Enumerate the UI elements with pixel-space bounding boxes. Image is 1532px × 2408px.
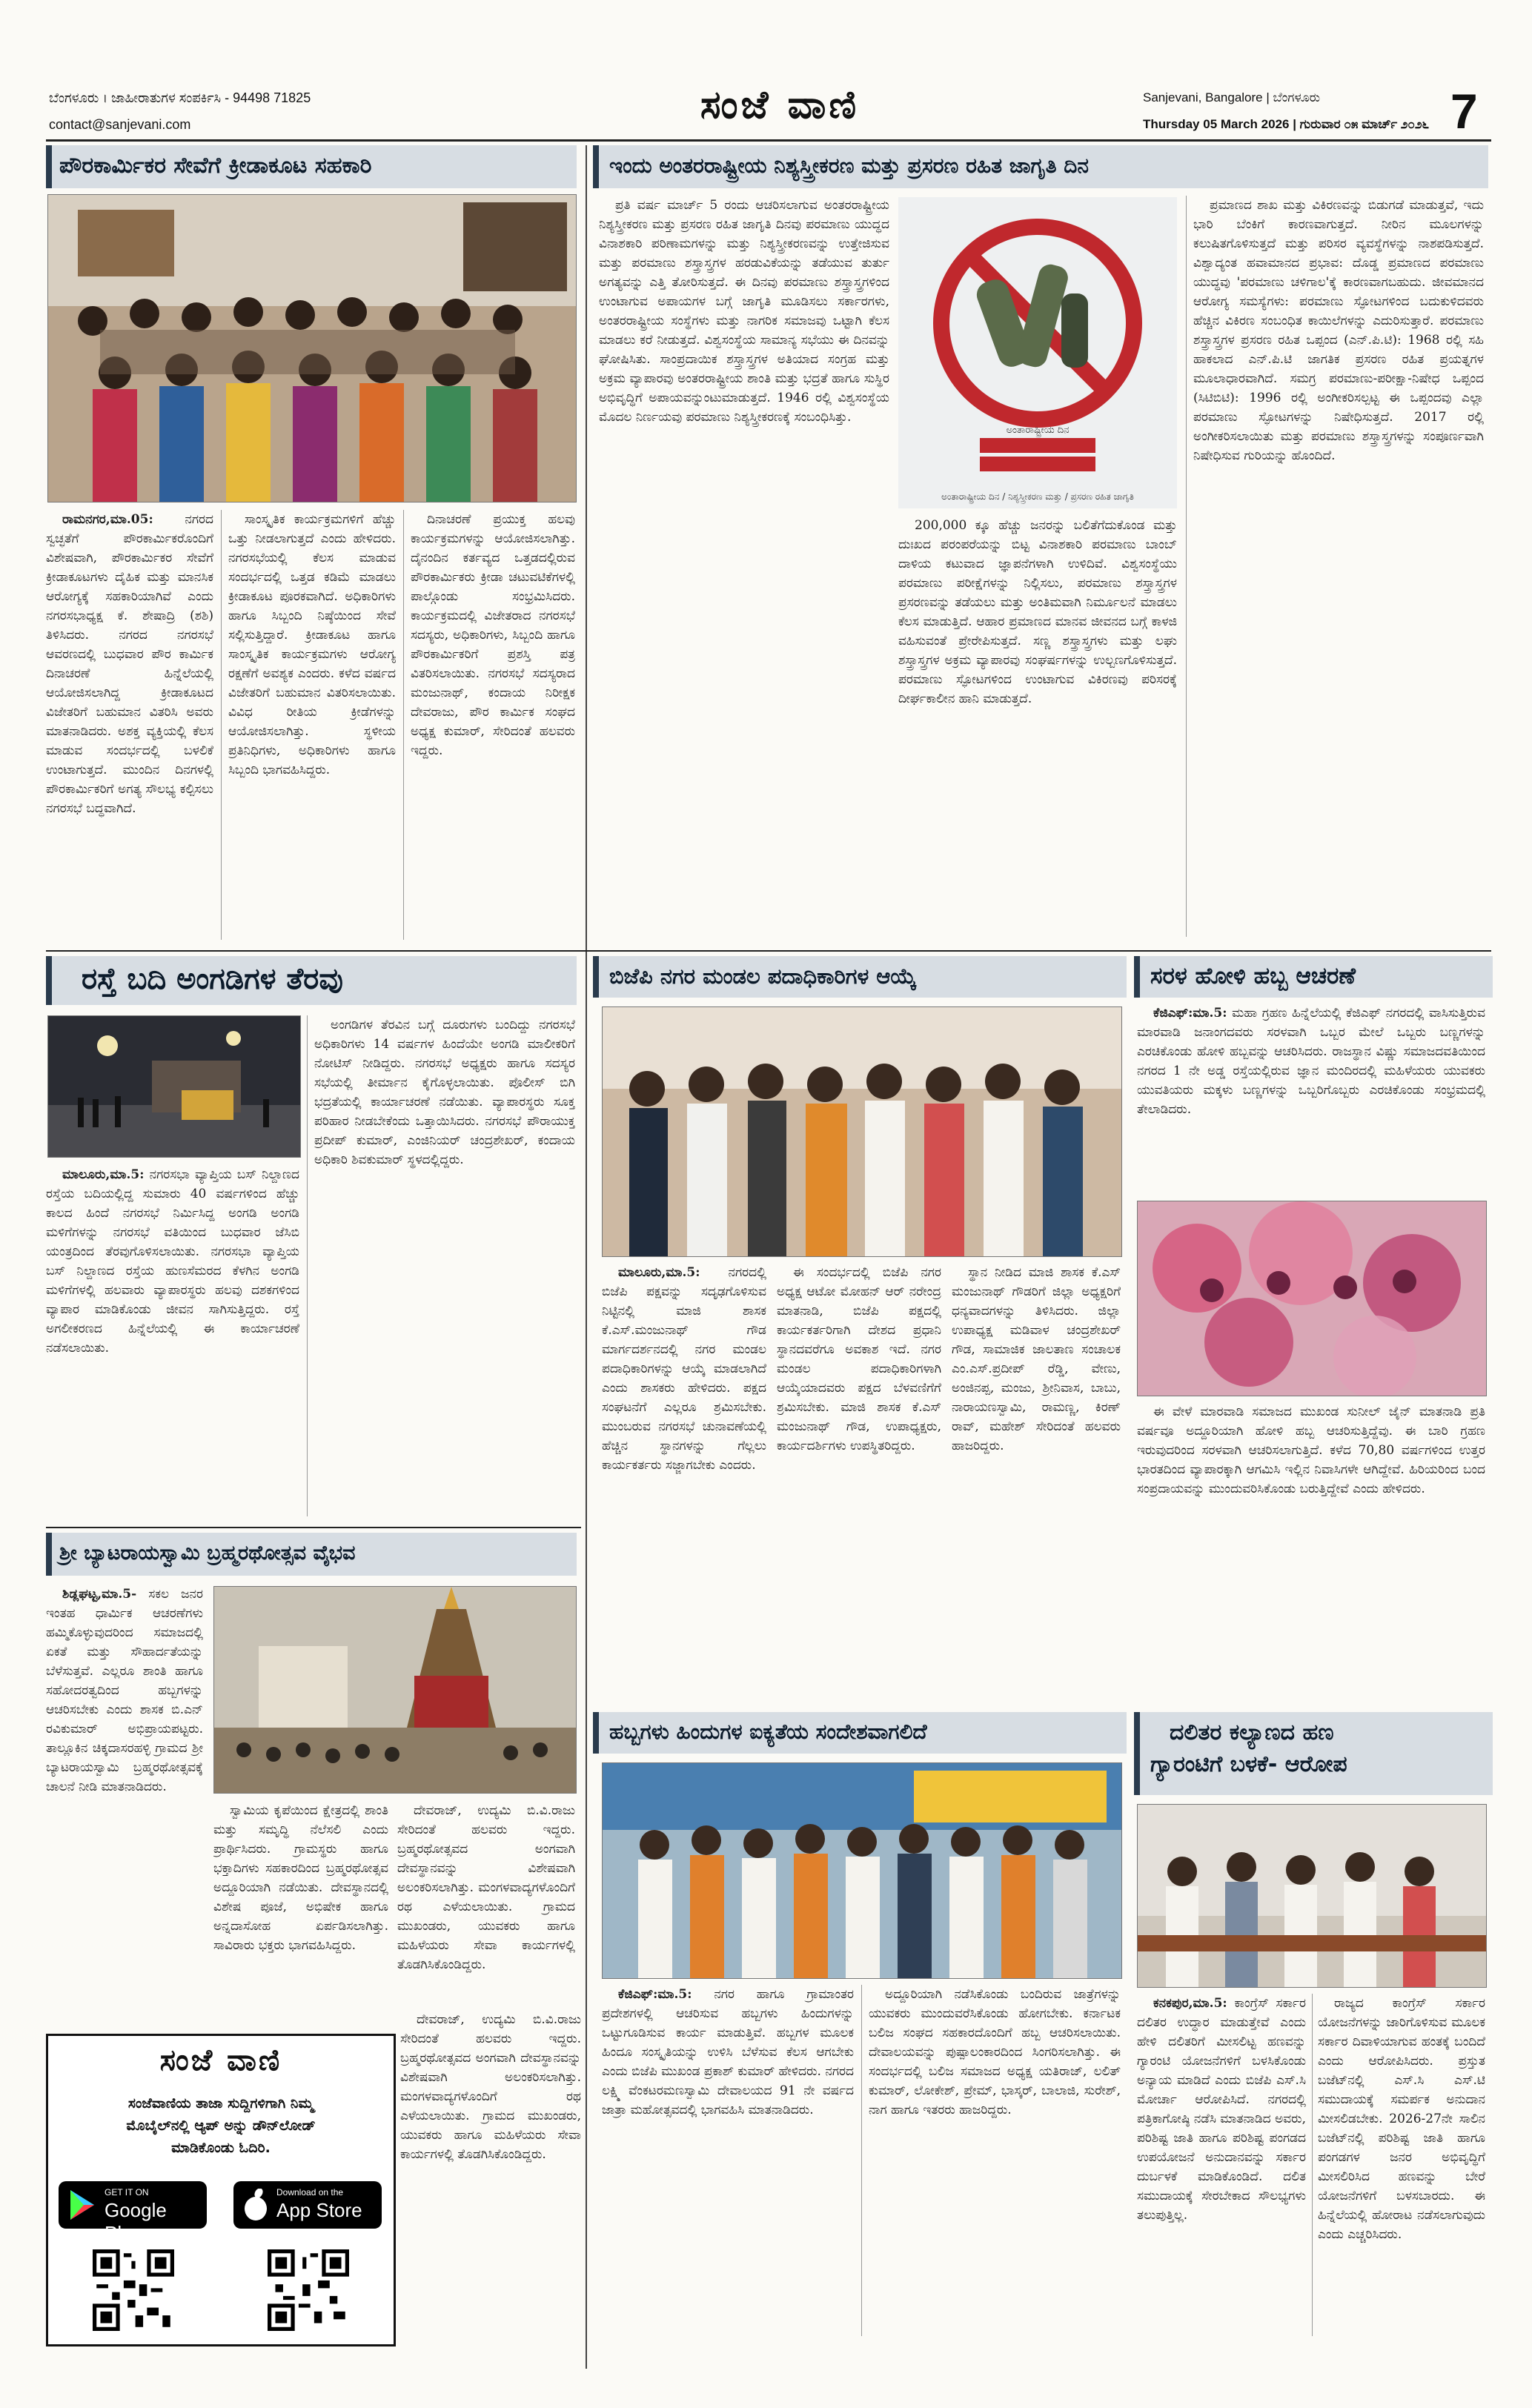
edition-line: Sanjevani, Bangalore | ಬೆಂಗಳೂರು: [1143, 90, 1320, 105]
qr-code-google[interactable]: [93, 2249, 174, 2331]
story5-bottom-body: ಈ ವೇಳೆ ಮಾರವಾಡಿ ಸಮಾಜದ ಮುಖಂಡ ಸುನೀಲ್ ಜೈನ್ ಮಾತನಾಡಿ ಪ್ರತಿ ವರ್ಷವೂ ಅದ್ದೂರಿಯಾಗಿ ಹೋಳಿ ಹಬ್ಬ ಆಚರಿಸುತ್ತಿದ್ದೆವು. ಈ ಬಾರಿ ಗ್ರಹಣ ಇರುವುದರಿಂದ ಸರಳವಾಗಿ ಆಚರಿಸಲಾಗುತ್ತಿದೆ. ಕಳೆದ 70,80 ವರ್ಷಗಳಿಂದ ಉತ್ತರ ಭಾರತದಿಂದ ವ್ಯಾಪಾರಕ್ಕಾಗಿ ಆಗಮಿಸಿ ಇಲ್ಲಿನ ನಿವಾಸಿಗಳೇ ಆಗಿದ್ದೇವೆ. ಹಿರಿಯರಿಂದ ಬಂದ ಸಂಪ್ರದಾಯವನ್ನು ಮುಂದುವರಿಸಿಕೊಂಡು ಬರುತ್ತಿದ್ದೇವೆ ಎಂದು ಹೇಳಿದರು.: [1137, 1404, 1485, 1496]
apple-big-label: App Store: [276, 2199, 362, 2221]
promo-logo: [48, 2043, 394, 2077]
masthead: [46, 83, 1491, 144]
story6-col1-text: ಸಕಲ ಜನರ ಇಂತಹ ಧಾರ್ಮಿಕ ಆಚರಣೆಗಳು ಹಮ್ಮಿಕೊಳ್ಳುವುದರಿಂದ ಸಮಾಜದಲ್ಲಿ ಏಕತೆ ಮತ್ತು ಸೌಹಾರ್ದತೆಯನ್ನು ಬೆಳೆಸುತ್ತವೆ. ಎಲ್ಲರೂ ಶಾಂತಿ ಹಾಗೂ ಸಹೋದರತ್ವದಿಂದ ಹಬ್ಬಗಳನ್ನು ಆಚರಿಸಬೇಕು ಎಂದು ಶಾಸಕ ಬಿ.ಎನ್ ರವಿಕುಮಾರ್ ಅಭಿಪ್ರಾಯಪಟ್ಟರು. ತಾಲ್ಲೂಕಿನ ಚಿಕ್ಕದಾಸರಹಳ್ಳಿ ಗ್ರಾಮದ ಶ್ರೀ ಬ್ಯಾಟರಾಯಸ್ವಾಮಿ ಬ್ರಹ್ಮರಥೋತ್ಸವಕ್ಕೆ ಚಾಲನೆ ನೀಡಿ ಮಾತನಾಡಿದರು.: [46, 1587, 203, 1794]
story1-col-divider-1: [221, 510, 222, 940]
story6-dateline: ಶಿಡ್ಲಘಟ್ಟ,ಮಾ.5-: [62, 1587, 137, 1602]
story8-dateline: ಕನಕಪುರ,ಮಾ.5:: [1153, 1996, 1227, 2011]
story3-photo[interactable]: [47, 1015, 301, 1158]
story4-headline: ಬಿಜೆಪಿ ನಗರ ಮಂಡಲ ಪದಾಧಿಕಾರಿಗಳ ಆಯ್ಕೆ: [609, 963, 917, 989]
story8-headline-band: [1134, 1712, 1493, 1795]
story3-col1-text: ನಗರಸಭಾ ವ್ಯಾಪ್ತಿಯ ಬಸ್ ನಿಲ್ದಾಣದ ರಸ್ತೆಯ ಬದಿಯಲ್ಲಿದ್ದ ಸುಮಾರು 40 ವರ್ಷಗಳಿಂದ ಹೆಚ್ಚು ಕಾಲದ ಹಿಂದೆ ನಗರಸಭೆ ನಿರ್ಮಿಸಿದ್ದ ಅಂಗಡಿ ಅಂಗಡಿ ಮಳಿಗೆಗಳನ್ನು ನಗರಸಭೆ ವತಿಯಿಂದ ಬುಧವಾರ ಜೆಸಿಬಿ ಯಂತ್ರದಿಂದ ತೆರವುಗೊಳಿಸಲಾಯಿತು. ನಗರಸಭಾ ವ್ಯಾಪ್ತಿಯ ಬಸ್ ನಿಲ್ದಾಣದ ರಸ್ತೆಯ ಹುಣಸೆಮರದ ಕೆಳಗಿನ ಅಂಗಡಿ ಮಳಿಗೆಗಳಲ್ಲಿ ಹಲವಾರು ವ್ಯಾಪಾರಸ್ಥರು ಹಲವು ದಶಕಗಳಿಂದ ವ್ಯಾಪಾರ ಮಾಡಿಕೊಂಡು ಜೀವನ ಸಾಗಿಸುತ್ತಿದ್ದರು. ರಸ್ತೆ ಅಗಲೀಕರಣದ ಹಿನ್ನೆಲೆಯಲ್ಲಿ ಈ ಕಾರ್ಯಾಚರಣೆ ನಡೆಸಲಾಯಿತು.: [46, 1167, 299, 1356]
story5-bottom-text: [1137, 1402, 1485, 1703]
story1-col3: [411, 510, 575, 943]
story3-dateline: ಮಾಲೂರು,ಮಾ.5:: [62, 1167, 145, 1182]
story5-top-body: ಮಹಾ ಗ್ರಹಣ ಹಿನ್ನೆಲೆಯಲ್ಲಿ ಕೆಜಿಎಫ್ ನಗರದಲ್ಲಿ ವಾಸಿಸುತ್ತಿರುವ ಮಾರವಾಡಿ ಜನಾಂಗದವರು ಸರಳವಾಗಿ ಒಬ್ಬರ ಮೇಲೆ ಒಬ್ಬರು ಬಣ್ಣಗಳನ್ನು ಎರಚಿಕೊಂಡು ಹೋಳಿ ಹಬ್ಬವನ್ನು ಆಚರಿಸಿದರು. ರಾಜಸ್ಥಾನ ವಿಷ್ಣು ಸಮಾಜದವತಿಯಿಂದ ನಗರದ 1 ನೇ ಅಡ್ಡ ರಸ್ತೆಯಲ್ಲಿರುವ ಜ್ಞಾನ ಮಂದಿರದಲ್ಲಿ ಮಹಿಳೆಯರು ಯುವಕರು ಯುವತಿಯರು ಮಕ್ಕಳು ಬಣ್ಣಗಳನ್ನು ಒಬ್ಬರಿಗೊಬ್ಬರು ಎರಚಿಕೊಂಡು ಸಂಭ್ರಮದಲ್ಲಿ ತೇಲಾಡಿದರು.: [1137, 1006, 1485, 1117]
story6-photo[interactable]: [213, 1586, 577, 1794]
story8-col-divider: [1312, 1994, 1313, 2336]
page-number: 7: [1450, 84, 1478, 139]
group-photo-image: [48, 195, 576, 502]
story-road-shops: [46, 956, 581, 1521]
promo-message: [56, 2092, 386, 2159]
story3-col2-text: ಅಂಗಡಿಗಳ ತೆರವಿನ ಬಗ್ಗೆ ದೂರುಗಳು ಬಂದಿದ್ದು ನಗರಸಭೆ ಅಧಿಕಾರಿಗಳು 14 ವರ್ಷಗಳ ಹಿಂದೆಯೇ ಅಂಗಡಿ ಮಾಲೀಕರಿಗೆ ನೋಟಿಸ್ ನೀಡಿದ್ದರು. ನಗರಸಭೆ ಅಧ್ಯಕ್ಷರು ಹಾಗೂ ಸದಸ್ಯರ ಸಭೆಯಲ್ಲಿ ತೀರ್ಮಾನ ಕೈಗೊಳ್ಳಲಾಯಿತು. ಪೊಲೀಸ್ ಬಿಗಿ ಭದ್ರತೆಯಲ್ಲಿ ಕಾರ್ಯಾಚರಣೆ ನಡೆಯಿತು. ವ್ಯಾಪಾರಸ್ಥರು ಸೂಕ್ತ ಪರಿಹಾರ ನೀಡಬೇಕೆಂದು ಒತ್ತಾಯಿಸಿದರು. ನಗರಸಭೆ ಪೌರಾಯುಕ್ತ ಪ್ರದೀಪ್ ಕುಮಾರ್, ಎಂಜಿನಿಯರ್ ಚಂದ್ರಶೇಖರ್, ಕಂದಾಯ ಅಧಿಕಾರಿ ಶಿವಕುಮಾರ್ ಸ್ಥಳದಲ್ಲಿದ್ದರು.: [314, 1018, 575, 1167]
story4-col3: [952, 1263, 1121, 1703]
story2-illustration[interactable]: [898, 197, 1177, 508]
story4-headline-band: [593, 956, 1127, 998]
story1-col1: [46, 510, 213, 943]
promo-line-1: ಸಂಜೆವಾಣಿಯ ತಾಜಾ ಸುದ್ದಿಗಳಿಗಾಗಿ ನಿಮ್ಮ: [127, 2095, 314, 2112]
story4-col2: [777, 1263, 941, 1703]
story7-col1-text: ನಗರ ಹಾಗೂ ಗ್ರಾಮಾಂತರ ಪ್ರದೇಶಗಳಲ್ಲಿ ಆಚರಿಸುವ ಹಬ್ಬಗಳು ಹಿಂದುಗಳನ್ನು ಒಟ್ಟುಗೂಡಿಸುವ ಕಾರ್ಯ ಮಾಡುತ್ತಿವೆ. ಹಬ್ಬಗಳ ಮೂಲಕ ಹಿಂದೂ ಸಂಸ್ಕೃತಿಯನ್ನು ಉಳಿಸಿ ಬೆಳೆಸುವ ಕೆಲಸ ಆಗಬೇಕು ಎಂದು ಬಿಜೆಪಿ ಮುಖಂಡ ಪ್ರಕಾಶ್ ಕುಮಾರ್ ಹೇಳಿದರು. ನಗರದ ಲಕ್ಷ್ಮಿ ವೆಂಕಟರಮಣಸ್ವಾಮಿ ದೇವಾಲಯದ 91 ನೇ ವರ್ಷದ ಜಾತ್ರಾ ಮಹೋತ್ಸವದಲ್ಲಿ ಭಾಗವಹಿಸಿ ಮಾತನಾಡಿದರು.: [602, 1987, 854, 2117]
story-rathotsava: [46, 1533, 581, 2000]
story-holi: [1134, 956, 1491, 1706]
story5-top-text: [1137, 1004, 1485, 1193]
story4-photo[interactable]: [602, 1006, 1122, 1257]
story6-continuation: [400, 2010, 581, 2336]
contact-email[interactable]: contact@sanjevani.com: [49, 117, 191, 132]
story8-col1: [1137, 1994, 1306, 2339]
story2-col3: [1193, 196, 1484, 937]
svg-text:ಅಂತಾರಾಷ್ಟ್ರೀಯ ದಿನ: ಅಂತಾರಾಷ್ಟ್ರೀಯ ದಿನ: [1006, 425, 1070, 436]
story7-headline-band: [593, 1712, 1127, 1754]
app-store-button[interactable]: [233, 2181, 382, 2229]
story3-col1: [46, 1165, 299, 1519]
story8-col2: [1318, 1994, 1485, 2339]
demolition-night-image: [48, 1016, 300, 1157]
date-line: Thursday 05 March 2026 | ಗುರುವಾರ ೦೫ ಮಾರ್ಚ್ ೨೦೨೬: [1143, 117, 1429, 131]
story2-col3-text: ಪ್ರಮಾಣದ ಶಾಖ ಮತ್ತು ವಿಕಿರಣವನ್ನು ಬಿಡುಗಡೆ ಮಾಡುತ್ತವೆ, ಇದು ಭಾರಿ ಬೆಂಕಿಗೆ ಕಾರಣವಾಗುತ್ತದೆ. ನೀರಿನ ಮೂಲಗಳನ್ನು ಕಲುಷಿತಗೊಳಿಸುತ್ತದೆ ಮತ್ತು ಪರಿಸರ ವ್ಯವಸ್ಥೆಗಳನ್ನು ನಾಶಪಡಿಸುತ್ತದೆ. ವಿಶ್ವಾದ್ಯಂತ ಹವಾಮಾನದ ಪ್ರಭಾವ: ದೊಡ್ಡ ಪ್ರಮಾಣದ ಪರಮಾಣು ಯುದ್ಧವು 'ಪರಮಾಣು ಚಳಿಗಾಲ'ಕ್ಕೆ ಕಾರಣವಾಗಬಹುದು. ಜೀವಮಾನದ ಆರೋಗ್ಯ ಸಮಸ್ಯೆಗಳು: ಪರಮಾಣು ಸ್ಫೋಟಗಳಿಂದ ಬದುಕುಳಿದವರು ಹೆಚ್ಚಿನ ವಿಕಿರಣ ಸಂಬಂಧಿತ ಕಾಯಿಲೆಗಳನ್ನು ಎದುರಿಸುತ್ತಾರೆ. ಪರಮಾಣು ಶಸ್ತ್ರಾಸ್ತ್ರಗಳ ಪ್ರಸರಣ ರಹಿತ ಒಪ್ಪಂದ (ಎನ್.ಪಿ.ಟಿ): 1968 ರಲ್ಲಿ ಸಹಿ ಹಾಕಲಾದ ಎನ್.ಪಿ.ಟಿ ಜಾಗತಿಕ ಪ್ರಸರಣ ರಹಿತ ಪ್ರಯತ್ನಗಳ ಮೂಲಾಧಾರವಾಗಿದೆ. ಸಮಗ್ರ ಪರಮಾಣು-ಪರೀಕ್ಷಾ-ನಿಷೇಧ ಒಪ್ಪಂದ (ಸಿಟಿಬಿಟಿ): 1996 ರಲ್ಲಿ ಅಂಗೀಕರಿಸಲ್ಪಟ್ಟ ಈ ಒಪ್ಪಂದವು ಎಲ್ಲಾ ಪರಮಾಣು ಸ್ಫೋಟಗಳನ್ನು ನಿಷೇಧಿಸುತ್ತದೆ. 2017 ರಲ್ಲಿ ಅಂಗೀಕರಿಸಲಾಯಿತು ಮತ್ತು ಪರಮಾಣು ಶಸ್ತ್ರಾಸ್ತ್ರಗಳನ್ನು ಸಂಪೂರ್ಣವಾಗಿ ನಿಷೇಧಿಸುವ ಗುರಿಯನ್ನು ಹೊಂದಿದೆ.: [1193, 198, 1484, 463]
story8-headline-2: ಗ್ಯಾರಂಟಿಗೆ ಬಳಕೆ- ಆರೋಪ: [1150, 1751, 1347, 1777]
story6-col2-text: ಸ್ವಾಮಿಯ ಕೃಪೆಯಿಂದ ಕ್ಷೇತ್ರದಲ್ಲಿ ಶಾಂತಿ ಮತ್ತು ಸಮೃದ್ಧಿ ನೆಲೆಸಲಿ ಎಂದು ಪ್ರಾರ್ಥಿಸಿದರು. ಗ್ರಾಮಸ್ಥರು ಹಾಗೂ ಭಕ್ತಾದಿಗಳು ಸಹಕಾರದಿಂದ ಬ್ರಹ್ಮರಥೋತ್ಸವ ಅದ್ದೂರಿಯಾಗಿ ನಡೆಯಿತು. ದೇವಸ್ಥಾನದಲ್ಲಿ ವಿಶೇಷ ಪೂಜೆ, ಅಭಿಷೇಕ ಹಾಗೂ ಅನ್ನದಾಸೋಹ ಏರ್ಪಡಿಸಲಾಗಿತ್ತು. ಸಾವಿರಾರು ಭಕ್ತರು ಭಾಗವಹಿಸಿದ್ದರು.: [213, 1803, 388, 1953]
story3-col2: [314, 1015, 575, 1518]
story8-photo[interactable]: [1137, 1804, 1487, 1988]
masthead-logo[interactable]: [624, 83, 935, 130]
holi-colors-image: [1138, 1201, 1486, 1396]
bjp-group-image: [603, 1007, 1121, 1256]
apple-icon: [242, 2189, 269, 2221]
story7-col-divider: [861, 1985, 862, 2336]
story-bjp-mandal: [593, 956, 1128, 1706]
promo-line-2: ಮೊಬೈಲ್‌ನಲ್ಲಿ ಆ್ಯಪ್ ಅನ್ನು ಡೌನ್‌ಲೋಡ್: [126, 2117, 316, 2134]
story2-col1-text: ಪ್ರತಿ ವರ್ಷ ಮಾರ್ಚ್ 5 ರಂದು ಆಚರಿಸಲಾಗುವ ಅಂತರರಾಷ್ಟ್ರೀಯ ನಿಶ್ಯಸ್ತ್ರೀಕರಣ ಮತ್ತು ಪ್ರಸರಣ ರಹಿತ ಜಾಗೃತಿ ದಿನವು ಪರಮಾಣು ಯುದ್ಧದ ವಿನಾಶಕಾರಿ ಪರಿಣಾಮಗಳನ್ನು ಮತ್ತು ನಿಶ್ಯಸ್ತ್ರೀಕರಣವನ್ನು ಉತ್ತೇಜಿಸುವ ಮತ್ತು ಪರಮಾಣು ಶಸ್ತ್ರಾಸ್ತ್ರಗಳ ಹರಡುವಿಕೆಯನ್ನು ತಡೆಯುವ ತುರ್ತು ಅಗತ್ಯವನ್ನು ಎತ್ತಿ ತೋರಿಸುತ್ತದೆ. ಈ ದಿನವು ಪರಮಾಣು ಶಸ್ತ್ರಾಸ್ತ್ರಗಳಿಂದ ಉಂಟಾಗುವ ಅಪಾಯಗಳ ಬಗ್ಗೆ ಜಾಗೃತಿ ಮೂಡಿಸಲು ಸರ್ಕಾರಗಳು, ಅಂತರರಾಷ್ಟ್ರೀಯ ಸಂಸ್ಥೆಗಳು ಮತ್ತು ನಾಗರಿಕ ಸಮಾಜವು ಒಟ್ಟಾಗಿ ಕೆಲಸ ಮಾಡಲು ಕರೆ ನೀಡುತ್ತದೆ. ವಿಶ್ವಸಂಸ್ಥೆಯ ಸಾಮಾನ್ಯ ಸಭೆಯು ಈ ದಿನವನ್ನು ಘೋಷಿಸಿತು. ಸಾಂಪ್ರದಾಯಿಕ ಶಸ್ತ್ರಾಸ್ತ್ರಗಳ ಅತಿಯಾದ ಸಂಗ್ರಹ ಮತ್ತು ಅಕ್ರಮ ವ್ಯಾಪಾರವು ಅಂತರರಾಷ್ಟ್ರೀಯ ಶಾಂತಿ ಮತ್ತು ಭದ್ರತೆ ಹಾಗೂ ಸುಸ್ಥಿರ ಅಭಿವೃದ್ಧಿಗೆ ಅಪಾಯವನ್ನುಂಟುಮಾಡುತ್ತದೆ. 1946 ರಲ್ಲಿ ವಿಶ್ವಸಂಸ್ಥೆಯ ಮೊದಲ ನಿರ್ಣಯವು ಪರಮಾಣು ನಿಶ್ಯಸ್ತ್ರೀಕರಣಕ್ಕೆ ಸಂಬಂಧಿಸಿತ್ತು.: [599, 198, 889, 425]
story1-col3-text: ದಿನಾಚರಣೆ ಪ್ರಯುಕ್ತ ಹಲವು ಕಾರ್ಯಕ್ರಮಗಳನ್ನು ಆಯೋಜಿಸಲಾಗಿತ್ತು. ದೈನಂದಿನ ಕರ್ತವ್ಯದ ಒತ್ತಡದಲ್ಲಿರುವ ಪೌರಕಾರ್ಮಿಕರು ಕ್ರೀಡಾ ಚಟುವಟಿಕೆಗಳಲ್ಲಿ ಪಾಲ್ಗೊಂಡು ಸಂಭ್ರಮಿಸಿದರು. ಕಾರ್ಯಕ್ರಮದಲ್ಲಿ ವಿಜೇತರಾದ ನಗರಸಭೆ ಸದಸ್ಯರು, ಅಧಿಕಾರಿಗಳು, ಸಿಬ್ಬಂದಿ ಹಾಗೂ ಪೌರಕಾರ್ಮಿಕರಿಗೆ ಪ್ರಶಸ್ತಿ ಪತ್ರ ವಿತರಿಸಲಾಯಿತು. ನಗರಸಭೆ ಸದಸ್ಯರಾದ ಮಂಜುನಾಥ್, ಕಂದಾಯ ನಿರೀಕ್ಷಕ ದೇವರಾಜು, ಪೌರ ಕಾರ್ಮಿಕ ಸಂಘದ ಅಧ್ಯಕ್ಷ ಕುಮಾರ್, ಸೇರಿದಂತೆ ಹಲವರು ಇದ್ದರು.: [411, 512, 575, 758]
story1-col1-text: ನಗರದ ಸ್ವಚ್ಛತೆಗೆ ಪೌರಕಾರ್ಮಿಕರೊಂದಿಗೆ ವಿಶೇಷವಾಗಿ, ಪೌರಕಾರ್ಮಿಕರ ಸೇವೆಗೆ ಕ್ರೀಡಾಕೂಟಗಳು ದೈಹಿಕ ಮತ್ತು ಮಾನಸಿಕ ಆರೋಗ್ಯಕ್ಕೆ ಸಹಕಾರಿಯಾಗಿವೆ ಎಂದು ನಗರಸಭಾಧ್ಯಕ್ಷ ಕೆ. ಶೇಷಾದ್ರಿ (ಶಶಿ) ತಿಳಿಸಿದರು. ನಗರದ ನಗರಸಭೆ ಆವರಣದಲ್ಲಿ ಬುಧವಾರ ಪೌರ ಕಾರ್ಮಿಕ ದಿನಾಚರಣೆ ಹಿನ್ನೆಲೆಯಲ್ಲಿ ಆಯೋಜಿಸಲಾಗಿದ್ದ ಕ್ರೀಡಾಕೂಟದ ವಿಜೇತರಿಗೆ ಬಹುಮಾನ ವಿತರಿಸಿ ಅವರು ಮಾತನಾಡಿದರು. ಅಶಕ್ತ ವ್ಯಕ್ತಿಯಲ್ಲಿ ಕೆಲಸ ಮಾಡುವ ಸಂದರ್ಭದಲ್ಲಿ ಬಳಲಿಕೆ ಉಂಟಾಗುತ್ತದೆ. ಮುಂದಿನ ದಿನಗಳಲ್ಲಿ ಪೌರಕಾರ್ಮಿಕರಿಗೆ ಅಗತ್ಯ ಸೌಲಭ್ಯ ಕಲ್ಪಿಸಲು ನಗರಸಭೆ ಬದ್ಧವಾಗಿದೆ.: [46, 512, 213, 816]
story8-col1-text: ಕಾಂಗ್ರೆಸ್ ಸರ್ಕಾರ ದಲಿತರ ಉದ್ಧಾರ ಮಾಡುತ್ತೇವೆ ಎಂದು ಹೇಳಿ ದಲಿತರಿಗೆ ಮೀಸಲಿಟ್ಟ ಹಣವನ್ನು ಗ್ಯಾರಂಟಿ ಯೋಜನೆಗಳಿಗೆ ಬಳಸಿಕೊಂಡು ಅನ್ಯಾಯ ಮಾಡಿದೆ ಎಂದು ಬಿಜೆಪಿ ಎಸ್.ಸಿ ಮೋರ್ಚಾ ಆರೋಪಿಸಿದೆ. ನಗರದಲ್ಲಿ ಪತ್ರಿಕಾಗೋಷ್ಠಿ ನಡೆಸಿ ಮಾತನಾಡಿದ ಅವರು, ಪರಿಶಿಷ್ಟ ಜಾತಿ ಹಾಗೂ ಪರಿಶಿಷ್ಟ ಪಂಗಡದ ಉಪಯೋಜನೆ ಅನುದಾನವನ್ನು ಸರ್ಕಾರ ದುರ್ಬಳಕೆ ಮಾಡಿಕೊಂಡಿದೆ. ದಲಿತ ಸಮುದಾಯಕ್ಕೆ ಸೇರಬೇಕಾದ ಸೌಲಭ್ಯಗಳು ತಲುಪುತ್ತಿಲ್ಲ.: [1137, 1996, 1306, 2223]
promo-logo-text: ಸಂಜೆ ವಾಣಿ: [159, 2043, 282, 2077]
story2-col2: [898, 516, 1177, 938]
story7-photo[interactable]: [602, 1762, 1122, 1979]
story6-continuation-text: ದೇವರಾಜ್, ಉದ್ಯಮಿ ಬಿ.ವಿ.ರಾಜು ಸೇರಿದಂತೆ ಹಲವರು ಇದ್ದರು. ಬ್ರಹ್ಮರಥೋತ್ಸವದ ಅಂಗವಾಗಿ ದೇವಸ್ಥಾನವನ್ನು ವಿಶೇಷವಾಗಿ ಅಲಂಕರಿಸಲಾಗಿತ್ತು. ಮಂಗಳವಾದ್ಯಗಳೊಂದಿಗೆ ರಥ ಎಳೆಯಲಾಯಿತು. ಗ್ರಾಮದ ಮುಖಂಡರು, ಯುವಕರು ಹಾಗೂ ಮಹಿಳೆಯರು ಸೇವಾ ಕಾರ್ಯಗಳಲ್ಲಿ ತೊಡಗಿಸಿಕೊಂಡಿದ್ದರು.: [400, 2012, 581, 2162]
story4-col1-text: ನಗರದಲ್ಲಿ ಬಿಜೆಪಿ ಪಕ್ಷವನ್ನು ಸದೃಢಗೊಳಿಸುವ ನಿಟ್ಟಿನಲ್ಲಿ ಮಾಜಿ ಶಾಸಕ ಕೆ.ಎಸ್.ಮಂಜುನಾಥ್ ಗೌಡ ಮಾರ್ಗದರ್ಶನದಲ್ಲಿ ನಗರ ಮಂಡಲ ಪದಾಧಿಕಾರಿಗಳನ್ನು ಆಯ್ಕೆ ಮಾಡಲಾಗಿದೆ ಎಂದು ಶಾಸಕರು ಹೇಳಿದರು. ಪಕ್ಷದ ಸಂಘಟನೆಗೆ ಎಲ್ಲರೂ ಶ್ರಮಿಸಬೇಕು. ಮುಂಬರುವ ನಗರಸಭೆ ಚುನಾವಣೆಯಲ್ಲಿ ಹೆಚ್ಚಿನ ಸ್ಥಾನಗಳನ್ನು ಗೆಲ್ಲಲು ಕಾರ್ಯಕರ್ತರು ಸಜ್ಜಾಗಬೇಕು ಎಂದರು.: [602, 1265, 766, 1473]
story4-dateline: ಮಾಲೂರು,ಮಾ.5:: [618, 1265, 700, 1280]
story6-col2: [213, 1801, 388, 1997]
story-pourakarmika: [46, 145, 581, 946]
story6-headline: ಶ್ರೀ ಬ್ಯಾಟರಾಯಸ್ವಾಮಿ ಬ್ರಹ್ಮರಥೋತ್ಸವ ವೈಭವ: [59, 1542, 356, 1565]
story7-dateline: ಕೆಜಿಎಫ್:ಮಾ.5:: [618, 1987, 692, 2002]
page-vertical-rule: [586, 145, 587, 2369]
chariot-festival-image: [214, 1587, 576, 1793]
story1-headline-band: [46, 145, 577, 188]
google-small-label: GET IT ON: [105, 2187, 149, 2198]
story5-headline-band: [1134, 956, 1493, 998]
festival-group-image: [603, 1763, 1121, 1978]
story2-col2-text: 200,000 ಕ್ಕೂ ಹೆಚ್ಚು ಜನರನ್ನು ಬಲಿತೆಗೆದುಕೊಂಡ ಮತ್ತು ದುಃಖದ ಪರಂಪರೆಯನ್ನು ಬಿಟ್ಟ ವಿನಾಶಕಾರಿ ಪರಮಾಣು ಬಾಂಬ್ ದಾಳಿಯ ಕಟುವಾದ ಜ್ಞಾಪನೆಗಳಾಗಿ ಉಳಿದಿವೆ. ವಿಶ್ವಸಂಸ್ಥೆಯು ಪರಮಾಣು ಪರೀಕ್ಷೆಗಳನ್ನು ನಿಲ್ಲಿಸಲು, ಪರಮಾಣು ಶಸ್ತ್ರಾಸ್ತ್ರಗಳ ಪ್ರಸರಣವನ್ನು ತಡೆಯಲು ಮತ್ತು ಅಂತಿಮವಾಗಿ ನಿರ್ಮೂಲನೆ ಮಾಡಲು ಕೆಲಸ ಮಾಡುತ್ತಿದೆ. ಆಹಾರ ಪ್ರಮಾಣದ ಮಾನವ ಜೀವನದ ಬಗ್ಗೆ ಕಾಳಜಿ ವಹಿಸುವಂತೆ ಪ್ರೇರೇಪಿಸುತ್ತದೆ. ಸಣ್ಣ ಶಸ್ತ್ರಾಸ್ತ್ರಗಳು ಮತ್ತು ಲಘು ಶಸ್ತ್ರಾಸ್ತ್ರಗಳ ಅಕ್ರಮ ವ್ಯಾಪಾರವು ಸಂಘರ್ಷಗಳನ್ನು ಉಲ್ಬಣಗೊಳಿಸುತ್ತದೆ. ಪರಮಾಣು ಸ್ಫೋಟಗಳಿಂದ ಉಂಟಾಗುವ ವಿಕಿರಣವು ಪರಿಸರಕ್ಕೆ ದೀರ್ಘಕಾಲೀನ ಹಾನಿ ಮಾಡುತ್ತದೆ.: [898, 518, 1177, 706]
illustration-caption: ಅಂತಾರಾಷ್ಟ್ರೀಯ ದಿನ / ನಿಶ್ಯಸ್ತ್ರೀಕರಣ ಮತ್ತು / ಪ್ರಸರಣ ರಹಿತ ಜಾಗೃತಿ: [941, 491, 1134, 502]
story2-headline: ಇಂದು ಅಂತರರಾಷ್ಟ್ರೀಯ ನಿಶ್ಯಸ್ತ್ರೀಕರಣ ಮತ್ತು ಪ್ರಸರಣ ರಹಿತ ಜಾಗೃತಿ ದಿನ: [609, 153, 1089, 178]
press-meet-image: [1138, 1805, 1486, 1987]
story3-headline-band: [46, 956, 577, 1005]
story2-col1: [599, 196, 889, 937]
story7-col1: [602, 1985, 854, 2339]
story7-col2: [869, 1985, 1121, 2339]
story2-col-divider: [1186, 196, 1187, 937]
story-disarmament: [593, 145, 1491, 946]
masthead-rule: [46, 139, 1491, 142]
google-play-button[interactable]: [59, 2181, 207, 2244]
qr-code-apple[interactable]: [268, 2249, 349, 2331]
story1-col-divider-2: [403, 510, 404, 940]
promo-line-3: ಮಾಡಿಕೊಂಡು ಓದಿರಿ.: [171, 2140, 271, 2156]
story4-col2-text: ಈ ಸಂದರ್ಭದಲ್ಲಿ ಬಿಜೆಪಿ ನಗರ ಅಧ್ಯಕ್ಷ ಆಟೋ ಮೋಹನ್ ಆರ್ ನರೇಂದ್ರ ಮಾತನಾಡಿ, ಬಿಜೆಪಿ ಪಕ್ಷದಲ್ಲಿ ಕಾರ್ಯಕರ್ತರಿಗಾಗಿ ದೇಶದ ಪ್ರಧಾನಿ ಸ್ಥಾನದವರೆಗೂ ಅವಕಾಶ ಇದೆ. ನಗರ ಮಂಡಲ ಪದಾಧಿಕಾರಿಗಳಾಗಿ ಆಯ್ಕೆಯಾದವರು ಪಕ್ಷದ ಬೆಳವಣಿಗೆಗೆ ಶ್ರಮಿಸಬೇಕು. ಮಾಜಿ ಶಾಸಕ ಕೆ.ಎಸ್ ಮಂಜುನಾಥ್ ಗೌಡ, ಉಪಾಧ್ಯಕ್ಷರು, ಕಾರ್ಯದರ್ಶಿಗಳು ಉಪಸ್ಥಿತರಿದ್ದರು.: [777, 1265, 941, 1453]
story-festivals: [593, 1712, 1128, 2342]
story4-col3-text: ಸ್ಥಾನ ನೀಡಿದ ಮಾಜಿ ಶಾಸಕ ಕೆ.ಎಸ್ ಮಂಜುನಾಥ್ ಗೌಡರಿಗೆ ಜಿಲ್ಲಾ ಅಧ್ಯಕ್ಷರಿಗೆ ಧನ್ಯವಾದಗಳನ್ನು ತಿಳಿಸಿದರು. ಜಿಲ್ಲಾ ಉಪಾಧ್ಯಕ್ಷ ಮಡಿವಾಳ ಚಂದ್ರಶೇಖರ್ ಗೌಡ, ಸಾಮಾಜಿಕ ಜಾಲತಾಣ ಸಂಚಾಲಕ ಎಂ.ಎಸ್.ಪ್ರದೀಪ್ ರೆಡ್ಡಿ, ವೇಣು, ಅಂಜಿನಪ್ಪ, ಮಂಜು, ಶ್ರೀನಿವಾಸ, ಬಾಬು, ನಾರಾಯಣಸ್ವಾಮಿ, ರಾಮಣ್ಣ, ಕಿರಣ್ ರಾವ್, ಮಹೇಶ್ ಸೇರಿದಂತೆ ಹಲವರು ಹಾಜರಿದ್ದರು.: [952, 1265, 1121, 1453]
story6-col1: [46, 1585, 203, 1997]
story8-headline-1: ದಲಿತರ ಕಲ್ಯಾಣದ ಹಣ: [1170, 1719, 1334, 1745]
story5-dateline: ಕೆಜಿಎಫ್:ಮಾ.5:: [1153, 1006, 1227, 1021]
contact-line: ಬೆಂಗಳೂರು । ಜಾಹೀರಾತುಗಳ ಸಂಪರ್ಕಿಸಿ - 94498 71825: [49, 90, 311, 105]
story8-col2-text: ರಾಜ್ಯದ ಕಾಂಗ್ರೆಸ್ ಸರ್ಕಾರ ಯೋಜನೆಗಳನ್ನು ಜಾರಿಗೊಳಿಸುವ ಮೂಲಕ ಸರ್ಕಾರ ದಿವಾಳಿಯಾಗುವ ಹಂತಕ್ಕೆ ಬಂದಿದೆ ಎಂದು ಆರೋಪಿಸಿದರು. ಪ್ರಸ್ತುತ ಬಜೆಟ್‌ನಲ್ಲಿ ಎಸ್.ಸಿ ಎಸ್.ಟಿ ಸಮುದಾಯಕ್ಕೆ ಸಮರ್ಪಕ ಅನುದಾನ ಮೀಸಲಿಡಬೇಕು. 2026-27ನೇ ಸಾಲಿನ ಬಜೆಟ್‌ನಲ್ಲಿ ಪರಿಶಿಷ್ಟ ಜಾತಿ ಹಾಗೂ ಪಂಗಡಗಳ ಜನರ ಅಭಿವೃದ್ಧಿಗೆ ಮೀಸಲಿರಿಸಿದ ಹಣವನ್ನು ಬೇರೆ ಯೋಜನೆಗಳಿಗೆ ಬಳಸಬಾರದು. ಈ ಹಿನ್ನೆಲೆಯಲ್ಲಿ ಹೋರಾಟ ನಡೆಸಲಾಗುವುದು ಎಂದು ಎಚ್ಚರಿಸಿದರು.: [1318, 1996, 1485, 2242]
no-weapons-graphic: [898, 197, 1177, 508]
story3-headline: ರಸ್ತೆ ಬದಿ ಅಂಗಡಿಗಳ ತೆರವು: [82, 962, 343, 996]
story-dalit-funds: [1134, 1712, 1491, 2342]
story6-col3-text: ದೇವರಾಜ್, ಉದ್ಯಮಿ ಬಿ.ವಿ.ರಾಜು ಸೇರಿದಂತೆ ಹಲವರು ಇದ್ದರು. ಬ್ರಹ್ಮರಥೋತ್ಸವದ ಅಂಗವಾಗಿ ದೇವಸ್ಥಾನವನ್ನು ವಿಶೇಷವಾಗಿ ಅಲಂಕರಿಸಲಾಗಿತ್ತು. ಮಂಗಳವಾದ್ಯಗಳೊಂದಿಗೆ ರಥ ಎಳೆಯಲಾಯಿತು. ಗ್ರಾಮದ ಮುಖಂಡರು, ಯುವಕರು ಹಾಗೂ ಮಹಿಳೆಯರು ಸೇವಾ ಕಾರ್ಯಗಳಲ್ಲಿ ತೊಡಗಿಸಿಕೊಂಡಿದ್ದರು.: [397, 1803, 575, 1972]
section-rule-2: [46, 1527, 581, 1528]
google-play-icon: [67, 2189, 97, 2221]
logo-text: ಸಂಜೆ ವಾಣಿ: [700, 83, 860, 127]
story1-col2: [228, 510, 396, 943]
story6-col3: [397, 1801, 575, 1997]
story1-headline: ಪೌರಕಾರ್ಮಿಕರ ಸೇವೆಗೆ ಕ್ರೀಡಾಕೂಟ ಸಹಕಾರಿ: [59, 153, 372, 179]
story1-dateline: ರಾಮನಗರ,ಮಾ.05:: [62, 512, 153, 527]
apple-small-label: Download on the: [276, 2187, 344, 2198]
app-promo-box: [46, 2034, 396, 2346]
google-big-label: Google Play: [105, 2199, 167, 2244]
section-rule-1: [46, 950, 1491, 952]
story5-photo[interactable]: [1137, 1201, 1487, 1396]
story3-col-divider: [307, 1015, 308, 1516]
story6-headline-band: [46, 1533, 577, 1576]
story4-col1: [602, 1263, 766, 1703]
story5-headline: ಸರಳ ಹೋಳಿ ಹಬ್ಬ ಆಚರಣೆ: [1150, 963, 1356, 989]
story7-headline: ಹಬ್ಬಗಳು ಹಿಂದುಗಳ ಐಕ್ಯತೆಯ ಸಂದೇಶವಾಗಲಿದೆ: [609, 1719, 927, 1744]
story7-col2-text: ಅದ್ದೂರಿಯಾಗಿ ನಡೆಸಿಕೊಂಡು ಬಂದಿರುವ ಜಾತ್ರೆಗಳನ್ನು ಯುವಕರು ಮುಂದುವರೆಸಿಕೊಂಡು ಹೋಗಬೇಕು. ಕರ್ನಾಟಕ ಬಲಿಜ ಸಂಘದ ಸಹಕಾರದೊಂದಿಗೆ ಹಬ್ಬ ಆಚರಿಸಲಾಯಿತು. ದೇವಾಲಯವನ್ನು ಪುಷ್ಪಾಲಂಕಾರದಿಂದ ಸಿಂಗರಿಸಲಾಗಿತ್ತು. ಈ ಸಂದರ್ಭದಲ್ಲಿ ಬಲಿಜ ಸಮಾಜದ ಅಧ್ಯಕ್ಷ ಯತಿರಾಜ್, ಲಲಿತ್ ಕುಮಾರ್, ಲೋಕೇಶ್, ಪ್ರೇಮ್, ಭಾಸ್ಕರ್, ಬಾಲಾಜಿ, ಸುರೇಶ್, ನಾಗ ಹಾಗೂ ಇತರರು ಹಾಜರಿದ್ದರು.: [869, 1987, 1121, 2117]
story1-photo[interactable]: [47, 194, 577, 503]
story1-col2-text: ಸಾಂಸ್ಕೃತಿಕ ಕಾರ್ಯಕ್ರಮಗಳಿಗೆ ಹೆಚ್ಚು ಒತ್ತು ನೀಡಲಾಗುತ್ತದೆ ಎಂದು ಹೇಳಿದರು. ನಗರಸಭೆಯಲ್ಲಿ ಕೆಲಸ ಮಾಡುವ ಸಂದರ್ಭದಲ್ಲಿ ಒತ್ತಡ ಕಡಿಮೆ ಮಾಡಲು ಕ್ರೀಡಾಕೂಟ ಪೂರಕವಾಗಿದೆ. ಅಧಿಕಾರಿಗಳು ಹಾಗೂ ಸಿಬ್ಬಂದಿ ನಿಷ್ಠೆಯಿಂದ ಸೇವೆ ಸಲ್ಲಿಸುತ್ತಿದ್ದಾರೆ. ಕ್ರೀಡಾಕೂಟ ಹಾಗೂ ಸಾಂಸ್ಕೃತಿಕ ಕಾರ್ಯಕ್ರಮಗಳು ಆರೋಗ್ಯ ರಕ್ಷಣೆಗೆ ಅವಶ್ಯಕ ಎಂದರು. ಕಳೆದ ವರ್ಷದ ವಿಜೇತರಿಗೆ ಬಹುಮಾನ ವಿತರಿಸಲಾಯಿತು. ವಿವಿಧ ರೀತಿಯ ಕ್ರೀಡೆಗಳನ್ನು ಆಯೋಜಿಸಲಾಗಿತ್ತು. ಸ್ಥಳೀಯ ಪ್ರತಿನಿಧಿಗಳು, ಅಧಿಕಾರಿಗಳು ಹಾಗೂ ಸಿಬ್ಬಂದಿ ಭಾಗವಹಿಸಿದ್ದರು.: [228, 512, 396, 777]
story2-headline-band: [593, 145, 1488, 188]
